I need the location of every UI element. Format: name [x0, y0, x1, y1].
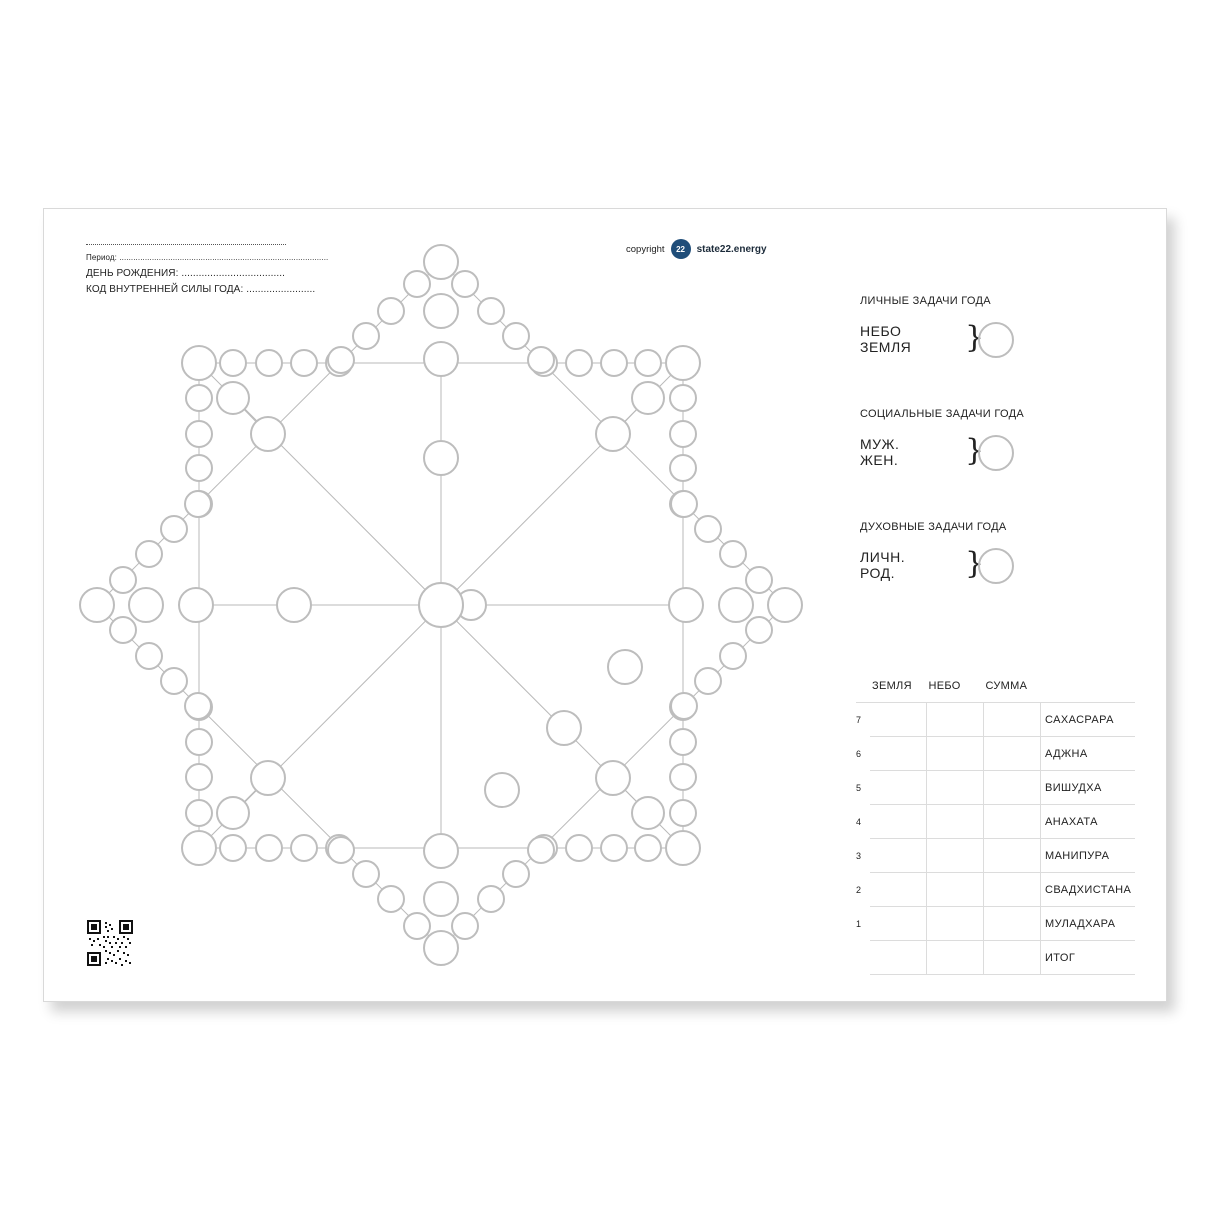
edge-circle[interactable] [186, 800, 212, 826]
spiritual-tasks-line1: ЛИЧН. [860, 549, 906, 565]
edge-circle[interactable] [478, 886, 504, 912]
edge-circle[interactable] [186, 764, 212, 790]
table-row [856, 805, 1135, 839]
birthday-label[interactable]: ДЕНЬ РОЖДЕНИЯ: .................................... [86, 268, 285, 279]
edge-circle[interactable] [353, 323, 379, 349]
inner-circle[interactable] [485, 773, 519, 807]
personal-tasks-title: ЛИЧНЫЕ ЗАДАЧИ ГОДА [860, 295, 991, 307]
inner-circle[interactable] [608, 650, 642, 684]
inner-circle[interactable] [217, 382, 249, 414]
edge-circle[interactable] [110, 567, 136, 593]
cell-sum[interactable] [984, 941, 1041, 975]
cell-sum[interactable] [984, 907, 1041, 941]
qr-code-icon [87, 920, 133, 966]
edge-circle[interactable] [291, 835, 317, 861]
cell-sum[interactable] [984, 771, 1041, 805]
edge-circle[interactable] [695, 516, 721, 542]
edge-circle[interactable] [161, 668, 187, 694]
edge-circle[interactable] [186, 421, 212, 447]
edge-circle[interactable] [601, 835, 627, 861]
edge-circle[interactable] [110, 617, 136, 643]
social-tasks-brace: } [965, 433, 985, 468]
table-row [856, 873, 1135, 907]
table-row [856, 737, 1135, 771]
edge-circle[interactable] [185, 693, 211, 719]
edge-circle[interactable] [452, 913, 478, 939]
table-row [856, 771, 1135, 805]
edge-circle[interactable] [695, 668, 721, 694]
cell-sum[interactable] [984, 873, 1041, 907]
social-tasks-circle[interactable] [978, 435, 1014, 471]
edge-circle[interactable] [528, 347, 554, 373]
tip-circle[interactable] [424, 882, 458, 916]
center-circle[interactable] [419, 583, 463, 627]
corner-circle[interactable] [666, 831, 700, 865]
edge-circle[interactable] [566, 835, 592, 861]
edge-circle[interactable] [670, 729, 696, 755]
cell-sky[interactable] [927, 771, 984, 805]
cell-sky[interactable] [927, 907, 984, 941]
table-row [856, 907, 1135, 941]
chakra-name: СВАДХИСТАНА [1041, 873, 1136, 907]
chakra-name: МАНИПУРА [1041, 839, 1136, 873]
inner-circle[interactable] [424, 441, 458, 475]
social-tasks-title: СОЦИАЛЬНЫЕ ЗАДАЧИ ГОДА [860, 408, 1024, 420]
chakra-name: АНАХАТА [1041, 805, 1136, 839]
inner-circle[interactable] [277, 588, 311, 622]
edge-circle[interactable] [503, 323, 529, 349]
edge-circle[interactable] [161, 516, 187, 542]
spiritual-tasks-brace: } [965, 546, 985, 581]
edge-circle[interactable] [328, 837, 354, 863]
inner-circle[interactable] [251, 761, 285, 795]
edge-circle[interactable] [503, 861, 529, 887]
chakra-name: ИТОГ [1041, 941, 1136, 975]
edge-circle[interactable] [452, 271, 478, 297]
period-label[interactable]: Период: .......................................................................................... [86, 253, 329, 262]
inner-circle[interactable] [251, 417, 285, 451]
personal-tasks-brace: } [965, 320, 985, 355]
tip-circle[interactable] [424, 245, 458, 279]
social-tasks-line2: ЖЕН. [860, 452, 899, 468]
cell-sky[interactable] [927, 703, 984, 737]
edge-circle[interactable] [601, 350, 627, 376]
edge-circle[interactable] [671, 491, 697, 517]
row-number: 4 [856, 816, 862, 827]
cell-earth[interactable] [870, 737, 927, 771]
midpoint-circle[interactable] [424, 342, 458, 376]
chakra-name: МУЛАДХАРА [1041, 907, 1136, 941]
personal-tasks-lines [860, 323, 911, 355]
cell-sky[interactable] [927, 805, 984, 839]
personal-tasks-line2: ЗЕМЛЯ [860, 339, 912, 355]
cell-sky[interactable] [927, 737, 984, 771]
cell-earth[interactable] [870, 805, 927, 839]
cell-sky[interactable] [927, 941, 984, 975]
social-tasks-line1: МУЖ. [860, 436, 900, 452]
edge-circle[interactable] [256, 835, 282, 861]
tip-circle[interactable] [719, 588, 753, 622]
spiritual-tasks-lines [860, 549, 905, 581]
edge-circle[interactable] [746, 617, 772, 643]
chakra-table [856, 669, 1135, 975]
edge-circle[interactable] [136, 541, 162, 567]
cell-earth[interactable] [870, 839, 927, 873]
row-number: 3 [856, 850, 862, 861]
header-sum: СУММА [984, 669, 1041, 703]
row-number: 6 [856, 748, 862, 759]
edge-circle[interactable] [566, 350, 592, 376]
midpoint-circle[interactable] [179, 588, 213, 622]
chakra-name: ВИШУДХА [1041, 771, 1136, 805]
chakra-name: САХАСРАРА [1041, 703, 1136, 737]
edge-circle[interactable] [378, 886, 404, 912]
table-row [856, 941, 1135, 975]
edge-circle[interactable] [256, 350, 282, 376]
edge-circle[interactable] [186, 729, 212, 755]
row-number: 1 [856, 918, 862, 929]
cell-sum[interactable] [984, 839, 1041, 873]
cell-sum[interactable] [984, 737, 1041, 771]
table-row [856, 703, 1135, 737]
spiritual-tasks-title: ДУХОВНЫЕ ЗАДАЧИ ГОДА [860, 521, 1007, 533]
edge-circle[interactable] [720, 643, 746, 669]
tip-circle[interactable] [80, 588, 114, 622]
tip-circle[interactable] [424, 294, 458, 328]
edge-circle[interactable] [478, 298, 504, 324]
header-sky: НЕБО [927, 669, 984, 703]
edge-circle[interactable] [186, 385, 212, 411]
edge-circle[interactable] [635, 835, 661, 861]
inner-circle[interactable] [547, 711, 581, 745]
corner-circle[interactable] [182, 831, 216, 865]
cell-earth[interactable] [870, 907, 927, 941]
edge-circle[interactable] [220, 835, 246, 861]
cell-sum[interactable] [984, 703, 1041, 737]
edge-circle[interactable] [670, 385, 696, 411]
inner-circle[interactable] [596, 761, 630, 795]
spiritual-tasks-circle[interactable] [978, 548, 1014, 584]
edge-circle[interactable] [404, 271, 430, 297]
midpoint-circle[interactable] [669, 588, 703, 622]
edge-circle[interactable] [670, 455, 696, 481]
edge-circle[interactable] [670, 421, 696, 447]
cell-sky[interactable] [927, 839, 984, 873]
edge-circle[interactable] [136, 643, 162, 669]
edge-circle[interactable] [220, 350, 246, 376]
row-number [856, 941, 870, 975]
table-header-row [856, 669, 1135, 703]
row-number: 5 [856, 782, 862, 793]
row-number: 7 [856, 714, 862, 725]
corner-circle[interactable] [182, 346, 216, 380]
cell-sky[interactable] [927, 873, 984, 907]
edge-circle[interactable] [378, 298, 404, 324]
inner-circle[interactable] [217, 797, 249, 829]
edge-circle[interactable] [185, 491, 211, 517]
edge-circle[interactable] [291, 350, 317, 376]
tip-circle[interactable] [129, 588, 163, 622]
inner-circle[interactable] [596, 417, 630, 451]
edge-circle[interactable] [404, 913, 430, 939]
copyright-text: copyright [626, 243, 665, 255]
spiritual-tasks-line2: РОД. [860, 565, 895, 581]
cell-earth[interactable] [870, 941, 927, 975]
inner-circle[interactable] [632, 797, 664, 829]
code-label[interactable]: КОД ВНУТРЕННЕЙ СИЛЫ ГОДА: ........................ [86, 284, 316, 295]
edge-circle[interactable] [720, 541, 746, 567]
tip-circle[interactable] [768, 588, 802, 622]
cell-earth[interactable] [870, 873, 927, 907]
edge-circle[interactable] [528, 837, 554, 863]
cell-earth[interactable] [870, 771, 927, 805]
edge-circle[interactable] [746, 567, 772, 593]
edge-circle[interactable] [670, 800, 696, 826]
worksheet-page [43, 208, 1167, 1002]
brand-name: state22.energy [696, 243, 767, 255]
tip-circle[interactable] [424, 931, 458, 965]
chakra-name: АДЖНА [1041, 737, 1136, 771]
edge-circle[interactable] [671, 693, 697, 719]
edge-circle[interactable] [186, 455, 212, 481]
inner-circle[interactable] [632, 382, 664, 414]
personal-tasks-line1: НЕБО [860, 323, 902, 339]
edge-circle[interactable] [328, 347, 354, 373]
personal-tasks-circle[interactable] [978, 322, 1014, 358]
state22-logo-icon: 22 [671, 239, 691, 259]
cell-earth[interactable] [870, 703, 927, 737]
edge-circle[interactable] [635, 350, 661, 376]
social-tasks-lines [860, 436, 899, 468]
row-number: 2 [856, 884, 862, 895]
corner-circle[interactable] [666, 346, 700, 380]
table-row [856, 839, 1135, 873]
edge-circle[interactable] [353, 861, 379, 887]
edge-circle[interactable] [670, 764, 696, 790]
midpoint-circle[interactable] [424, 834, 458, 868]
energy-star-diagram [44, 209, 844, 1001]
cell-sum[interactable] [984, 805, 1041, 839]
header-earth: ЗЕМЛЯ [870, 669, 927, 703]
